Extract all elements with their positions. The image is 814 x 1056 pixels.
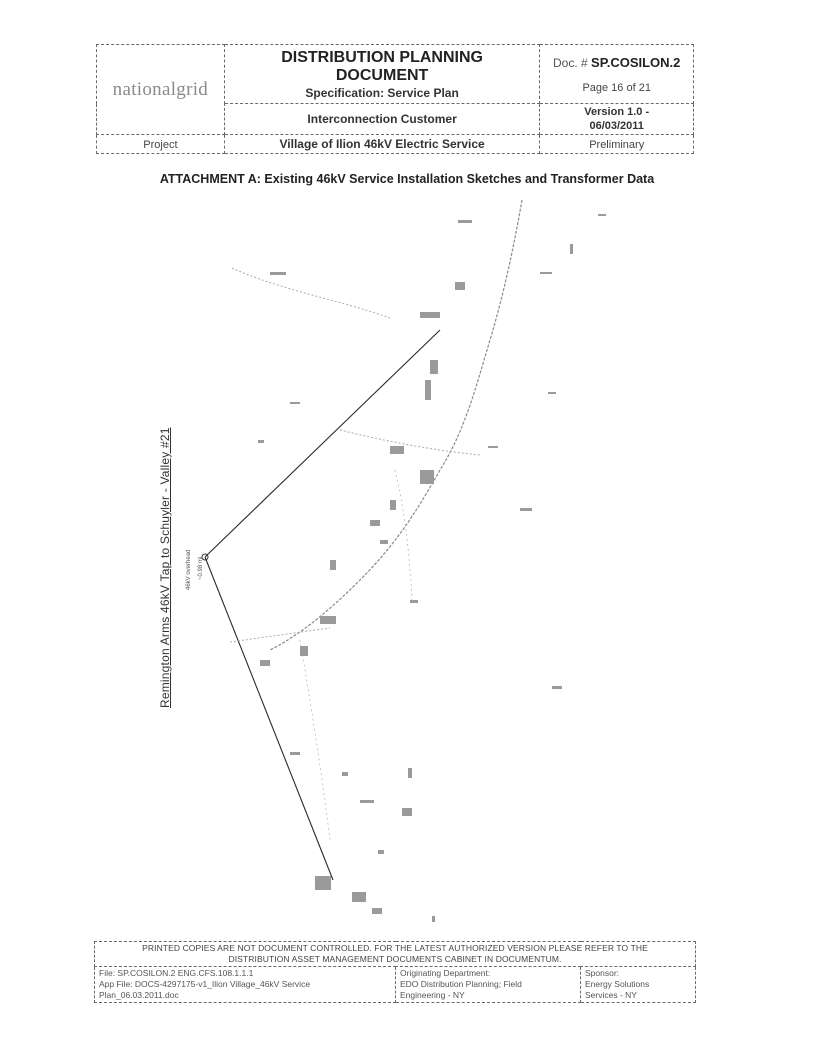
- doc-title-line1: DISTRIBUTION PLANNING: [281, 48, 483, 66]
- page-number: Page 16 of 21: [582, 81, 651, 94]
- sponsor-1: Energy Solutions: [585, 979, 650, 989]
- customer-label: Interconnection Customer: [307, 112, 457, 126]
- file-cell: [95, 967, 396, 1003]
- plan-file: Plan_06.03.2011.doc: [99, 990, 179, 1000]
- department-1: EDO Distribution Planning; Field: [400, 979, 522, 989]
- map-speckles: [258, 214, 606, 922]
- banner-line2: DISTRIBUTION ASSET MANAGEMENT DOCUMENTS CABINET IN DOCUMENTUM.: [228, 954, 562, 964]
- tap-line-upper: [205, 330, 440, 557]
- app-file: App File: DOCS-4297175-v1_Ilion Village_46kV Service: [99, 979, 311, 989]
- line-note-length: ~0.98 mi: [198, 556, 204, 580]
- side-road-2: [340, 430, 480, 455]
- side-road-1: [232, 268, 390, 318]
- doc-number-label: Doc. #: [553, 55, 588, 70]
- banner-line1: PRINTED COPIES ARE NOT DOCUMENT CONTROLLED. FOR THE LATEST AUTHORIZED VERSION PLEASE REFER TO THE: [142, 943, 648, 953]
- line-note-type: 46kV overhead: [186, 549, 192, 590]
- project-name: Village of Ilion 46kV Electric Service: [279, 137, 485, 151]
- line-label: Remington Arms 46kV Tap to Schuyler - Valley #21: [158, 427, 172, 708]
- version: Version 1.0 -: [584, 106, 650, 118]
- document-footer: [94, 941, 696, 1003]
- sponsor-cell: [581, 967, 696, 1003]
- national-grid-logo: nationalgrid: [112, 78, 209, 100]
- attachment-title: ATTACHMENT A: Existing 46kV Service Installation Sketches and Transformer Data: [159, 172, 655, 186]
- department-cell: [396, 967, 581, 1003]
- main-road-curve: [270, 200, 522, 650]
- side-road-4: [300, 640, 330, 840]
- tap-line-lower: [205, 557, 333, 880]
- department-2: Engineering - NY: [400, 990, 465, 1000]
- side-road-3: [230, 628, 330, 642]
- version-date: 06/03/2011: [589, 120, 644, 132]
- sponsor-label: Sponsor:: [585, 968, 620, 978]
- department-label: Originating Department:: [400, 968, 491, 978]
- side-road-5: [395, 470, 412, 600]
- status: Preliminary: [589, 139, 645, 151]
- file-name: File: SP.COSILON.2 ENG.CFS.108.1.1.1: [99, 968, 254, 978]
- doc-number-value: SP.COSILON.2: [591, 54, 681, 70]
- project-label: Project: [143, 139, 178, 151]
- doc-spec: Specification: Service Plan: [305, 85, 459, 100]
- footer-banner: [95, 942, 696, 967]
- sponsor-2: Services - NY: [585, 990, 637, 1000]
- doc-title-line2: DOCUMENT: [335, 66, 429, 84]
